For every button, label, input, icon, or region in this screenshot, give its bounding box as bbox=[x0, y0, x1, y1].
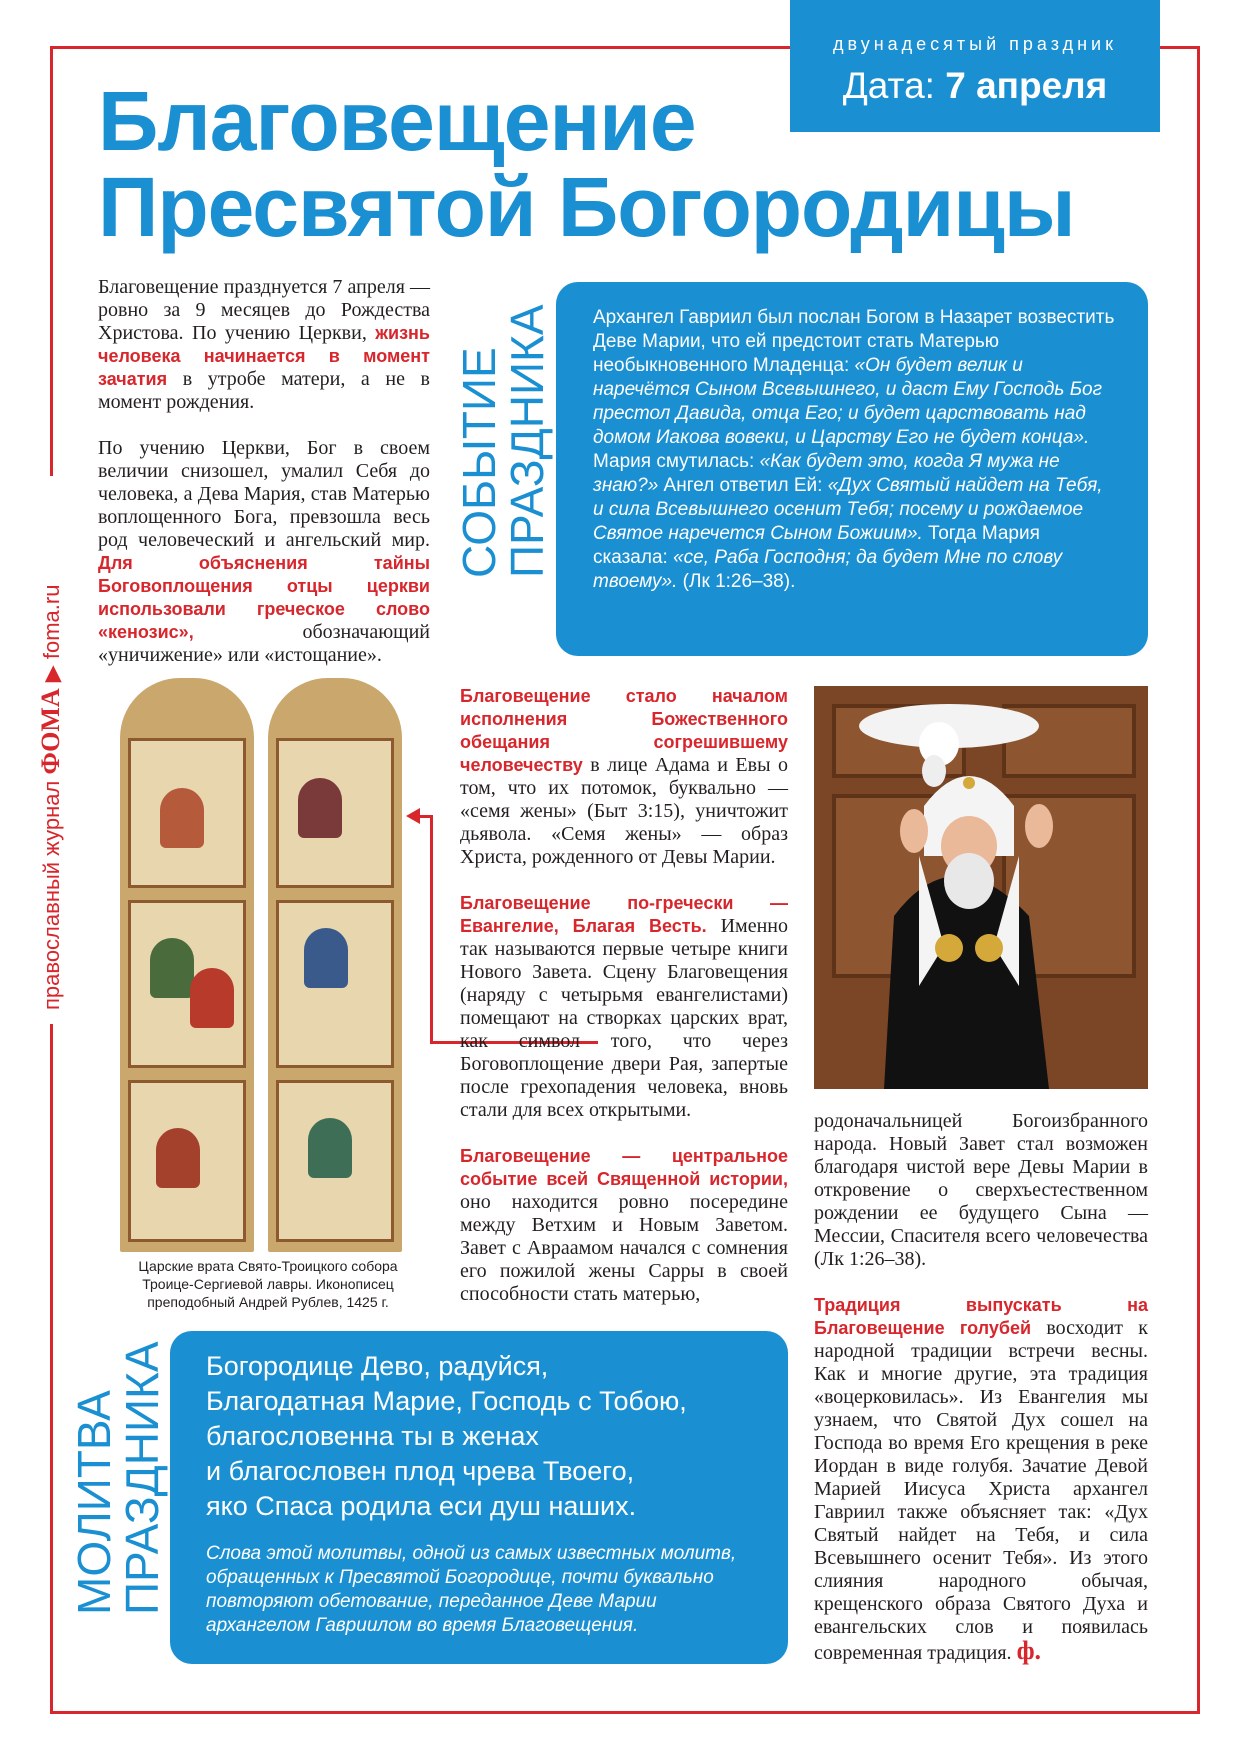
frame-line bbox=[50, 46, 53, 476]
prayer-line: Богородице Дево, радуйся, bbox=[206, 1351, 549, 1381]
door-left bbox=[120, 678, 254, 1252]
prayer-box bbox=[170, 1331, 788, 1664]
event-box: Архангел Гавриил был послан Богом в Назарет возвестить Деве Марии, что ей предстоит стать Матерью необыкновенного Младенца: «Он будет велик и наречётся Сыном Всевышнего, и даст Ему Господь Бог престол Давида, отца Его; и будет царствовать над домом Иакова вовеки, и Царству Его не будет конца». Мария смутилась: «Как будет это, когда Я мужа не знаю?» Ангел ответил Ей: «Дух Святый найдет на Тебя, и сила Всевышнего осенит Тебя; посему и рождаемое Святое наречется Сыном Божиим». Тогда Мария сказала: «се, Раба Господня; да будет Мне по слову твоему». (Лк 1:26–38). bbox=[556, 282, 1148, 656]
end-mark: ф. bbox=[1016, 1636, 1042, 1665]
patriarch-dove-illustration bbox=[814, 686, 1148, 1089]
prayer-line: яко Спаса родила еси душ наших. bbox=[206, 1491, 637, 1521]
triangle-icon: ▶ bbox=[39, 665, 64, 683]
frame-line bbox=[1160, 46, 1200, 49]
image-caption: Царские врата Свято-Троицкого собора Троице-Сергиевой лавры. Иконописец преподобный Андрей Рублев, 1425 г. bbox=[138, 1258, 398, 1310]
patriarch-photo bbox=[814, 686, 1148, 1089]
intro-paragraph: По учению Церкви, Бог в своем величии снизошел, умалил Себя до человека, а Дева Мария, став Матерью воплощенного Бога, превзошла весь род человеческий и ангельский мир. Для объяснения тайны Боговоплощения отцы церкви использовали греческое слово «кенозис», обозначающий «уничижение» или «истощание». bbox=[98, 437, 430, 666]
middle-column bbox=[460, 685, 788, 1329]
date-value: 7 апреля bbox=[945, 65, 1108, 106]
prayer-line: Благодатная Марие, Господь с Тобою, bbox=[206, 1386, 687, 1416]
prayer-note: Слова этой молитвы, одной из самых известных молитв, обращенных к Пресвятой Богородице, почти буквально повторяют обетование, переданное Деве Марии архангелом Гавриилом во время Благовещения. bbox=[206, 1543, 737, 1636]
body-paragraph: Традиция выпускать на Благовещение голубей восходит к народной традиции встречи весны. Как и многие другие, эта традиция «воцерковилась». Из Евангелия мы узнаем, что Святой Дух сошел на Господа во время Его крещения в реке Иордан в виде голубя. Зачатие Девой Марией Иисуса Христа архангел Гавриил также объясняет так: «Дух Святый найдет на Тебя, и сила Всевышнего осенит Тебя». Из этого слияния народного обычая, крещенского образа Святого Духа и евангельских слов и появилась современная традиция. ф. bbox=[814, 1295, 1148, 1665]
body-paragraph: Благовещение — центральное событие всей Священной истории, оно находится ровно посередине между Ветхим и Новым Заветом. Завет с Авраамом начался с сомнения его пожилой жены Сарры в своей способности стать матерью, bbox=[460, 1146, 788, 1305]
brand-logo: ФОМА bbox=[36, 688, 65, 775]
frame-line bbox=[50, 46, 790, 49]
body-paragraph: Благовещение по-гречески — Евангелие, Благая Весть. Именно так называются первые четыре книги Нового Завета. Сцену Благовещения (наряду с четырьмя евангелистами) помещают на створках царских врат, как символ того, что через Боговоплощение двери Рая, запертые после грехопадения человека, вновь стали для всех открытыми. bbox=[460, 893, 788, 1121]
right-column bbox=[814, 1110, 1148, 1688]
event-heading: СОБЫТИЕ ПРАЗДНИКА bbox=[453, 304, 553, 578]
page-title bbox=[98, 74, 1078, 254]
frame-line bbox=[1197, 46, 1200, 1714]
frame-line bbox=[50, 1711, 1200, 1714]
door-right bbox=[268, 678, 402, 1252]
sidebar-masthead bbox=[36, 450, 66, 1010]
journal-label: православный журнал bbox=[39, 780, 64, 1010]
prayer-line: и благословен плод чрева Твоего, bbox=[206, 1456, 635, 1486]
intro-paragraph: Благовещение празднуется 7 апреля — ровно за 9 месяцев до Рождества Христова. По учению Церкви, жизнь человека начинается в момент зачатия в утробе матери, а не в момент рождения. bbox=[98, 276, 430, 413]
frame-line bbox=[50, 1024, 53, 1714]
title-line-1: Благовещение bbox=[98, 74, 696, 168]
date-label: Дата: bbox=[842, 65, 935, 106]
title-line-2: Пресвятой Богородицы bbox=[98, 160, 1075, 254]
arrow-left-icon bbox=[406, 808, 420, 824]
pointer-line bbox=[430, 815, 433, 1043]
body-paragraph: Благовещение стало началом исполнения Божественного обещания согрешившему человечеству в лице Адама и Евы о том, что их потомок, буквально — «семя жены» (Быт 3:15), уничтожит дьявола. «Семя жены» — образ Христа, рожденного от Девы Марии. bbox=[460, 686, 788, 868]
category-label: двунадесятый праздник bbox=[833, 34, 1117, 54]
intro-column bbox=[98, 276, 430, 690]
prayer-heading: МОЛИТВА ПРАЗДНИКА bbox=[68, 1341, 168, 1615]
royal-doors-image bbox=[120, 678, 402, 1252]
pointer-line bbox=[418, 815, 433, 818]
site-link[interactable]: foma.ru bbox=[39, 584, 64, 660]
prayer-line: благословенна ты в женах bbox=[206, 1421, 539, 1451]
body-paragraph: родоначальницей Богоизбранного народа. Новый Завет стал возможен благодаря чистой вере Девы Марии в откровение о сверхъестественном рождении ее будущего Сына — Мессии, Спасителя всего человечества (Лк 1:26–38). bbox=[814, 1110, 1148, 1270]
